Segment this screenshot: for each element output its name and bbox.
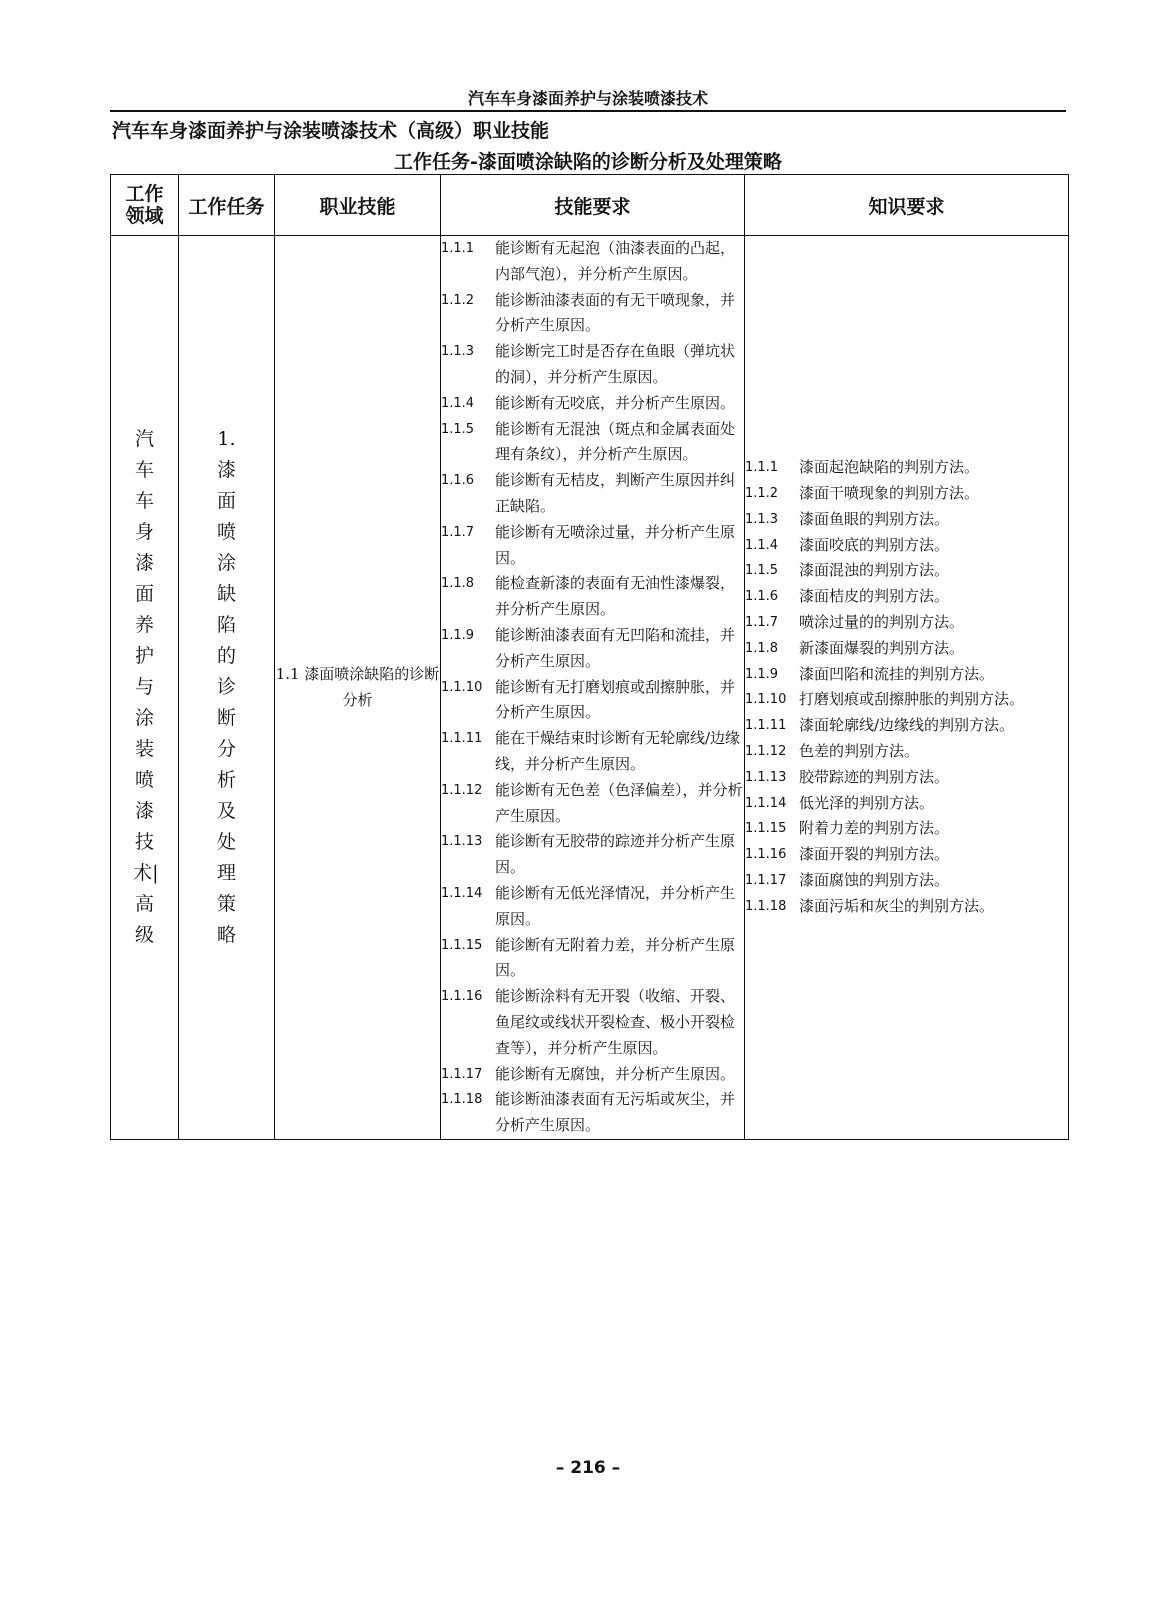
knowledge-requirement-item-number: 1.1.8 — [745, 640, 779, 656]
knowledge-requirement-item — [745, 481, 1068, 507]
header-rule — [110, 110, 1066, 112]
table-header-row — [111, 175, 1069, 236]
knowledge-requirement-item-text: 色差的判别方法。 — [799, 742, 920, 761]
skill-requirement-item-number: 1.1.18 — [441, 1092, 483, 1108]
knowledge-requirement-item — [745, 507, 1068, 533]
header-knowledge-requirements: 知识要求 — [745, 175, 1069, 236]
knowledge-requirement-item-number: 1.1.14 — [745, 795, 787, 811]
skill-requirement-item — [441, 778, 744, 830]
skill-requirement-item-text: 能诊断有无色差（色泽偏差），并分析产生原因。 — [495, 780, 743, 825]
knowledge-requirement-item-number: 1.1.16 — [745, 847, 787, 863]
skill-requirement-item — [441, 468, 744, 520]
skill-requirement-item — [441, 675, 744, 727]
knowledge-requirement-item — [745, 662, 1068, 688]
knowledge-requirement-item-text: 漆面咬底的判别方法。 — [799, 535, 950, 554]
skill-requirement-item — [441, 1062, 744, 1088]
knowledge-requirement-item-number: 1.1.7 — [745, 615, 779, 631]
knowledge-requirement-item-number: 1.1.4 — [745, 537, 779, 553]
knowledge-requirement-item-text: 低光泽的判别方法。 — [799, 793, 935, 812]
header-work-area — [111, 175, 179, 236]
knowledge-requirement-item — [745, 816, 1068, 842]
knowledge-requirement-item — [745, 533, 1068, 559]
skill-requirement-item-number: 1.1.17 — [441, 1066, 483, 1082]
knowledge-requirement-item-number: 1.1.5 — [745, 563, 779, 579]
knowledge-requirement-item-text: 漆面轮廓线/边缘线的判别方法。 — [799, 716, 1015, 735]
header-work-area-line1: 工作 — [125, 183, 164, 205]
skill-requirement-item — [441, 881, 744, 933]
knowledge-requirement-item — [745, 894, 1068, 920]
header-skill: 职业技能 — [275, 175, 441, 236]
knowledge-requirement-item — [745, 558, 1068, 584]
skill-requirement-item — [441, 984, 744, 1061]
header-skill-requirements: 技能要求 — [441, 175, 745, 236]
knowledge-requirement-item-text: 漆面干喷现象的判别方法。 — [799, 484, 980, 503]
skill-requirement-item — [441, 236, 744, 288]
knowledge-requirement-item-number: 1.1.11 — [745, 718, 787, 734]
skill-requirement-item-text: 能诊断有无腐蚀，并分析产生原因。 — [495, 1064, 736, 1083]
skill-requirement-item-number: 1.1.6 — [441, 473, 475, 489]
skill-requirement-item-number: 1.1.2 — [441, 292, 475, 308]
skill-requirement-item-number: 1.1.8 — [441, 576, 475, 592]
knowledge-requirement-item — [745, 636, 1068, 662]
knowledge-requirement-item-number: 1.1.17 — [745, 873, 787, 889]
skill-requirement-item-text: 能诊断油漆表面有无凹陷和流挂，并分析产生原因。 — [495, 625, 736, 670]
skill-requirement-item-number: 1.1.9 — [441, 627, 475, 643]
table-title: 工作任务-漆面喷涂缺陷的诊断分析及处理策略 — [394, 151, 782, 173]
knowledge-requirement-item-number: 1.1.6 — [745, 589, 779, 605]
skill-requirement-item — [441, 726, 744, 778]
skill-requirement-item-text: 能诊断有无附着力差，并分析产生原因。 — [495, 935, 736, 980]
knowledge-requirement-item — [745, 765, 1068, 791]
skill-requirement-item-number: 1.1.5 — [441, 421, 475, 437]
skill-requirement-item — [441, 417, 744, 469]
skill-requirement-item-text: 能诊断有无胶带的踪迹并分析产生原因。 — [495, 832, 736, 877]
knowledge-requirement-item — [745, 584, 1068, 610]
page-number: – 216 – — [555, 1458, 621, 1478]
skill-requirement-item-text: 能诊断涂料有无开裂（收缩、开裂、鱼尾纹或线状开裂检查、极小开裂检查等），并分析产生原因。 — [495, 987, 736, 1057]
knowledge-requirement-item — [745, 791, 1068, 817]
skill-cell — [275, 236, 441, 1140]
knowledge-requirement-item-text: 喷涂过量的的判别方法。 — [799, 613, 965, 632]
running-header: 汽车车身漆面养护与涂装喷漆技术 — [467, 89, 708, 108]
knowledge-requirement-item-text: 漆面污垢和灰尘的判别方法。 — [799, 896, 995, 915]
skill-requirement-item-text: 能诊断有无喷涂过量，并分析产生原因。 — [495, 522, 736, 567]
skill-requirement-item-text: 能诊断有无低光泽情况，并分析产生原因。 — [495, 883, 736, 928]
work-task-text: 1.漆面喷涂缺陷的诊断分析及处理策略 — [216, 427, 236, 946]
skill-requirement-item-number: 1.1.10 — [441, 679, 483, 695]
knowledge-requirement-item-text: 漆面凹陷和流挂的判别方法。 — [799, 664, 995, 683]
skill-requirement-item-text: 能诊断油漆表面的有无干喷现象，并分析产生原因。 — [495, 290, 736, 335]
skill-requirement-item-text: 能诊断有无咬底，并分析产生原因。 — [495, 393, 736, 412]
skill-requirement-item — [441, 933, 744, 985]
work-area-cell — [111, 236, 179, 1140]
knowledge-requirement-item-number: 1.1.9 — [745, 666, 779, 682]
knowledge-requirement-item — [745, 739, 1068, 765]
knowledge-requirement-item-text: 漆面桔皮的判别方法。 — [799, 587, 950, 606]
skill-requirements-list — [441, 236, 744, 1139]
skill-requirement-item — [441, 288, 744, 340]
skill-requirement-item-number: 1.1.1 — [441, 241, 475, 256]
table-row — [111, 236, 1069, 1140]
knowledge-requirement-item-text: 打磨划痕或刮擦肿胀的判别方法。 — [799, 690, 1025, 709]
skill-text: 1.1 漆面喷涂缺陷的诊断分析 — [275, 665, 440, 710]
knowledge-requirement-item-text: 漆面开裂的判别方法。 — [799, 845, 950, 864]
knowledge-requirement-item-number: 1.1.15 — [745, 821, 787, 837]
knowledge-requirement-item-number: 1.1.13 — [745, 769, 787, 785]
skill-requirement-item-text: 能诊断有无桔皮，判断产生原因并纠正缺陷。 — [495, 471, 736, 515]
skill-requirement-item-text: 能诊断油漆表面有无污垢或灰尘，并分析产生原因。 — [495, 1090, 736, 1135]
skill-requirement-item-text: 能诊断有无打磨划痕或刮擦肿胀，并分析产生原因。 — [495, 677, 736, 722]
header-work-task: 工作任务 — [179, 175, 275, 236]
skill-requirement-item-text: 能诊断有无起泡（油漆表面的凸起，内部气泡），并分析产生原因。 — [495, 239, 736, 283]
skill-requirement-item — [441, 339, 744, 391]
skill-requirement-item — [441, 623, 744, 675]
skill-requirement-item — [441, 829, 744, 881]
header-work-area-line2: 领域 — [125, 205, 164, 227]
work-area-text: 汽车车身漆面养护与涂装喷漆技术|高级 — [133, 427, 159, 946]
knowledge-requirement-item-text: 漆面起泡缺陷的判别方法。 — [799, 458, 980, 477]
skill-requirement-item-number: 1.1.13 — [441, 834, 483, 850]
skill-requirement-item-number: 1.1.11 — [441, 731, 483, 747]
skill-requirement-item — [441, 571, 744, 623]
knowledge-requirement-item — [745, 610, 1068, 636]
skill-requirement-item-number: 1.1.4 — [441, 395, 475, 411]
knowledge-requirements-list — [745, 455, 1068, 919]
knowledge-requirement-item-text: 漆面鱼眼的判别方法。 — [799, 509, 950, 528]
knowledge-requirement-item-number: 1.1.2 — [745, 486, 779, 502]
skill-requirement-item-number: 1.1.16 — [441, 989, 483, 1005]
skill-requirement-item-text: 能诊断完工时是否存在鱼眼（弹坑状的洞），并分析产生原因。 — [495, 342, 736, 386]
knowledge-requirement-item — [745, 687, 1068, 713]
skill-requirement-item-number: 1.1.7 — [441, 524, 475, 540]
skill-requirements-cell — [441, 236, 745, 1140]
skill-requirement-item — [441, 520, 744, 572]
skills-table — [110, 174, 1069, 1140]
skill-requirement-item — [441, 391, 744, 417]
knowledge-requirement-item-number: 1.1.12 — [745, 744, 787, 760]
knowledge-requirement-item-text: 胶带踪迹的判别方法。 — [799, 767, 950, 786]
skill-requirement-item-number: 1.1.15 — [441, 937, 483, 953]
knowledge-requirement-item — [745, 842, 1068, 868]
skill-requirement-item-text: 能诊断有无混浊（斑点和金属表面处理有条纹），并分析产生原因。 — [495, 419, 736, 464]
knowledge-requirement-item-number: 1.1.1 — [745, 460, 779, 476]
knowledge-requirement-item-text: 漆面腐蚀的判别方法。 — [799, 871, 950, 890]
knowledge-requirement-item-number: 1.1.10 — [745, 692, 787, 708]
knowledge-requirement-item-number: 1.1.3 — [745, 511, 779, 527]
skill-requirement-item-number: 1.1.12 — [441, 782, 483, 798]
knowledge-requirement-item-number: 1.1.18 — [745, 898, 787, 914]
skill-requirement-item-number: 1.1.3 — [441, 344, 475, 360]
skill-requirement-item — [441, 1087, 744, 1139]
doc-title: 汽车车身漆面养护与涂装喷漆技术（高级）职业技能 — [112, 120, 550, 142]
knowledge-requirement-item — [745, 455, 1068, 481]
skill-requirement-item-number: 1.1.14 — [441, 885, 483, 901]
skill-requirement-item-text: 能在干燥结束时诊断有无轮廓线/边缘线，并分析产生原因。 — [495, 729, 741, 773]
work-task-cell — [179, 236, 275, 1140]
knowledge-requirement-item-text: 新漆面爆裂的判别方法。 — [799, 638, 965, 657]
knowledge-requirement-item-text: 漆面混浊的判别方法。 — [799, 561, 950, 580]
knowledge-requirement-item-text: 附着力差的判别方法。 — [799, 819, 950, 838]
knowledge-requirement-item — [745, 868, 1068, 894]
skill-requirement-item-text: 能检查新漆的表面有无油性漆爆裂，并分析产生原因。 — [495, 574, 736, 619]
knowledge-requirements-cell — [745, 236, 1069, 1140]
knowledge-requirement-item — [745, 713, 1068, 739]
